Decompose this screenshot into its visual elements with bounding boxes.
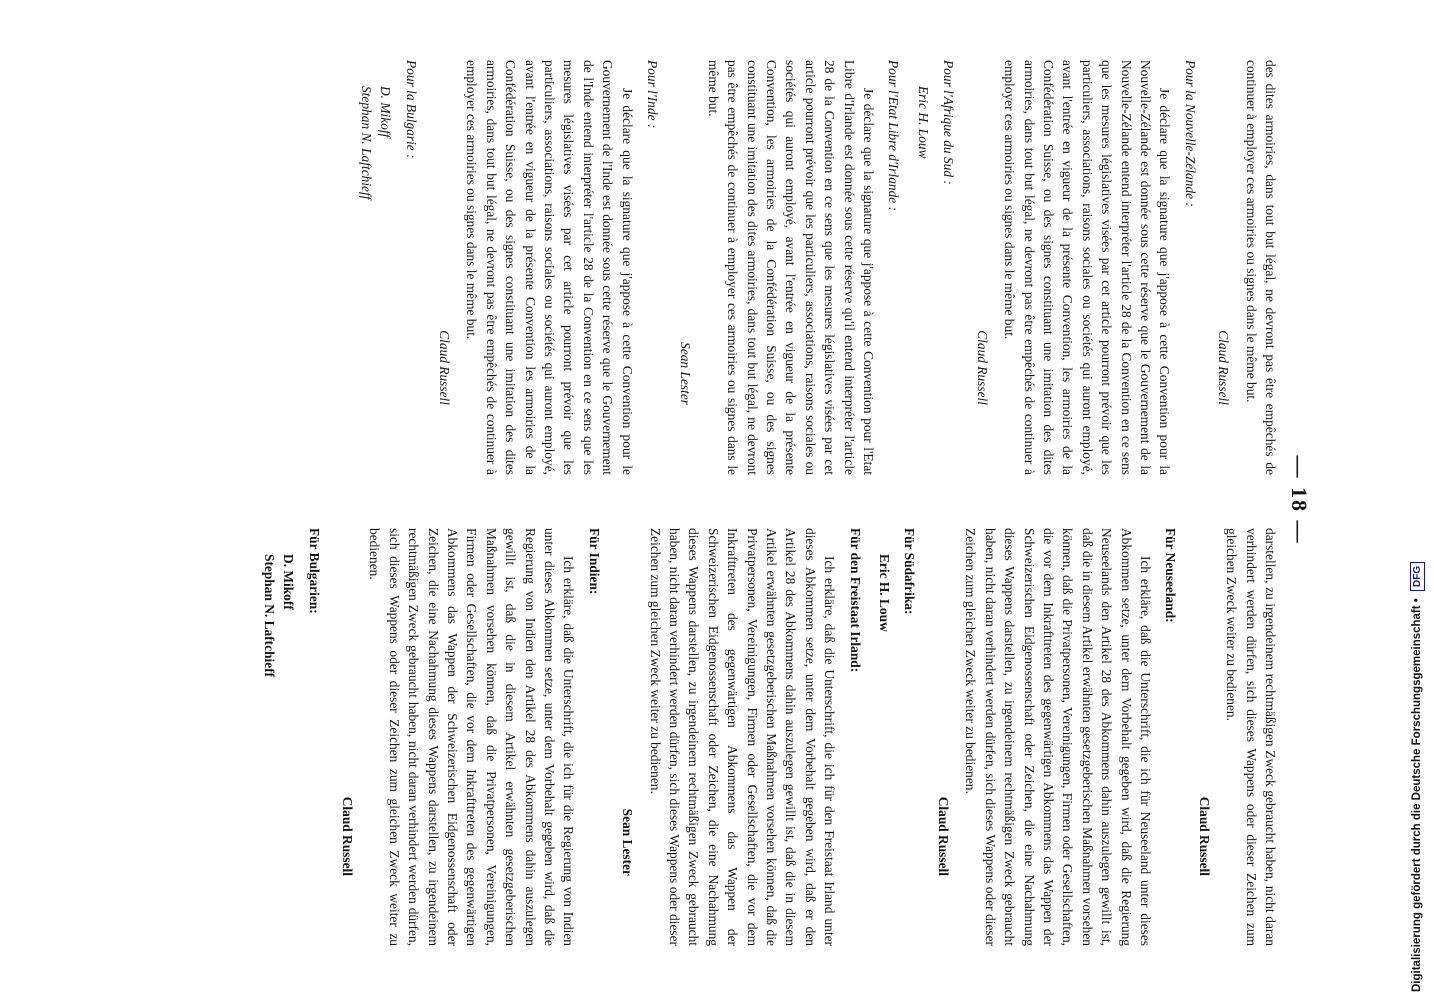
french-column [100, 60, 1280, 475]
footer-line [1410, 562, 1425, 992]
intro-continuation: des dites armoiries, dans tout but légal, ne devront pas être empêchés de continuer à employer ces armoiries ou signes dans le même but. [1243, 60, 1278, 475]
signer: Stephan N. Laftchieff [358, 86, 374, 200]
signer: Stephan N. Laftchieff [261, 554, 277, 678]
section-signature: Eric H. Louw [877, 554, 893, 632]
section-signature: Claud Russell [974, 330, 990, 405]
section-signature: Eric H. Louw [915, 86, 931, 159]
section-signature: Sean Lester [678, 342, 694, 405]
german-column [100, 528, 1280, 946]
section-heading: Für Neuseeland: [1163, 528, 1179, 623]
page-number: — 18 — [1287, 455, 1312, 545]
section-text: Je déclare que la signature que j'appose à cette Convention pour l'Etat Libre d'Irlande est donnée sous cette réserve qu'il entend interpréter l'article 28 de la Convention en ce sens que les mesures législatives visées par cet article pourront prévoir que les particuliers, associations, raisons sociales ou sociétés qui auront employé, avant l'entrée en vigueur de la présente Convention, les armoiries de la Confédération Suisse, ou des signes constituant une imitation des dites armoiries, dans tout but légal, ne devront pas être empêchés de continuer à employer ces armoiries ou signes dans le même but. [705, 60, 877, 475]
section-text: Je déclare que la signature que j'appose à cette Convention pour la Nouvelle-Zélande est donnée sous cette réserve que le Gouvernement de la Nouvelle-Zélande entend interpréter l'article 28 de la Convention en ce sens que les mesures législatives visées par cet article pourront prévoir que les particuliers, associations, raisons sociales ou sociétés qui auront employé, avant l'entrée en vigueur de la présente Convention, les armoiries de la Confédération Suisse, ou des signes constituant une imitation des dites armoiries, dans tout but légal, ne devront pas être empêchés de continuer à employer ces armoiries ou signes dans le même but. [1002, 60, 1173, 475]
digitization-footer [1408, 0, 1434, 1000]
section-india [338, 528, 604, 946]
section-bulgaria [356, 60, 420, 475]
signer: D. Mikoff [281, 554, 297, 610]
intro-signature: Claud Russell [1216, 330, 1232, 405]
section-heading: Pour l'Etat Libre d'Irlande : [886, 60, 902, 212]
section-heading: Für Indien: [586, 528, 602, 595]
section-ireland [618, 528, 865, 946]
section-text: Ich erkläre, daß die Unterschrift, die ich für den Freistaat Irland unter dieses Abkommen setze, unter dem Vorbehalt gegeben wird, daß er den Artikel 28 des Abkommens dahin auszulegen gewillt ist, daß die in diesem Artikel erwähnten gesetzgeberischen Maßnahmen vorsehen können, daß die Privatpersonen, Vereinigungen, Firmen oder Gesellschaften, die vor dem Inkrafttreten des gegenwärtigen Abkommens das Wappen der Schweizerischen Eidgenossenschaft oder Zeichen, die eine Nachahmung dieses Wappens darstellen, zu irgendeinem rechtmäßigen Zweck gebraucht haben, nicht daran verhindert werden dürfen, sich dieses Wappens oder dieser Zeichen zum gleichen Zweck weiter zu bedienen. [647, 528, 838, 946]
section-text: Ich erkläre, daß die Unterschrift, die ich für Neuseeland unter dieses Abkommen setze, unter dem Vorbehalt gegeben wird, daß die Regierung Neuseelands den Artikel 28 des Abkommens dahin auszulegen gewillt ist, daß die in diesem Artikel erwähnten gesetzgeberischen Maßnahmen vorsehen können, daß die Privatpersonen, Vereinigungen, Firmen oder Gesellschaften, die vor dem Inkrafttreten des gegenwärtigen Abkommens das Wappen der Schweizerischen Eidgenossenschaft oder Zeichen, die eine Nachahmung dieses Wappens darstellen, zu irgendeinem rechtmäßigen Zweck gebraucht haben, nicht daran verhindert werden dürfen, sich dieses Wappens oder dieser Zeichen zum gleichen Zweck weiter zu bedienen. [963, 528, 1153, 946]
section-south-africa [914, 60, 959, 475]
section-signature: Sean Lester [620, 808, 636, 876]
section-new-zealand [934, 528, 1181, 946]
section-heading: Für Südafrika: [902, 528, 918, 615]
section-heading: Pour l'Afrique du Sud : [941, 60, 957, 185]
section-india [435, 60, 662, 475]
section-bulgaria [259, 528, 323, 946]
section-text: Ich erkläre, daß die Unterschrift, die ich für die Regierung von Indien unter dieses Abkommen setze, unter dem Vorbehalt gegeben wird, daß die Regierung von Indien den Artikel 28 des Abkommens dahin auszulegen gewillt ist, daß die in diesem Artikel erwähnten gesetzgeberischen Maßnahmen vorsehen können, daß die Privatpersonen, Vereinigungen, Firmen oder Gesellschaften, die vor dem Inkrafttreten des gegenwärtigen Abkommens das Wappen der Schweizerischen Eidgenossenschaft oder Zeichen, die eine Nachahmung dieses Wappens darstellen, zu irgendeinem rechtmäßigen Zweck gebraucht haben, nicht daran verhindert werden dürfen, sich dieses Wappens oder dieser Zeichen zum gleichen Zweck weiter zu bedienen. [367, 528, 577, 946]
dfg-logo-icon: DFG [1410, 562, 1425, 591]
intro-signature: Claud Russell [1196, 796, 1212, 876]
section-ireland [676, 60, 903, 475]
section-heading: Für den Freistaat Irland: [847, 528, 863, 673]
section-text: Je déclare que la signature que j'appose à cette Convention pour le Gouvernement de l'Inde est donnée sous cette réserve que le Gouvernement de l'Inde entend interpréter l'article 28 de la Convention en ce sens que les mesures législatives visées par cet article pourront prévoir que les particuliers, associations, raisons sociales ou sociétés qui auront employé, avant l'entrée en vigueur de la présente Convention les armoiries de la Confédération Suisse, ou des signes constituant une imitation des dites armoiries, dans tout but légal, ne devront pas être empêchés de continuer à employer ces armoiries ou signes dans le même but. [464, 60, 635, 475]
intro-continuation: darstellen, zu irgendeinem rechtmäßigen Zweck gebraucht haben, nicht daran verhindert werden dürfen, sich dieses Wappens oder dieser Zeichen zum gleichen Zweck weiter zu bedienen. [1224, 528, 1278, 946]
section-heading: Pour l'Inde : [645, 60, 661, 129]
section-heading: Für Bulgarien: [306, 528, 322, 614]
section-south-africa [875, 528, 920, 946]
section-signature: Claud Russell [436, 330, 452, 405]
signer: D. Mikoff [378, 86, 394, 138]
footer-text: Digitalisierung gefördert durch die Deutsche Forschungsgemeinschaft • [1411, 598, 1423, 992]
section-heading: Pour la Bulgarie : [403, 60, 419, 159]
section-new-zealand [972, 60, 1199, 475]
section-signature: Claud Russell [935, 796, 951, 876]
section-signature: Claud Russell [339, 796, 355, 876]
section-heading: Pour la Nouvelle-Zélande : [1182, 60, 1198, 207]
